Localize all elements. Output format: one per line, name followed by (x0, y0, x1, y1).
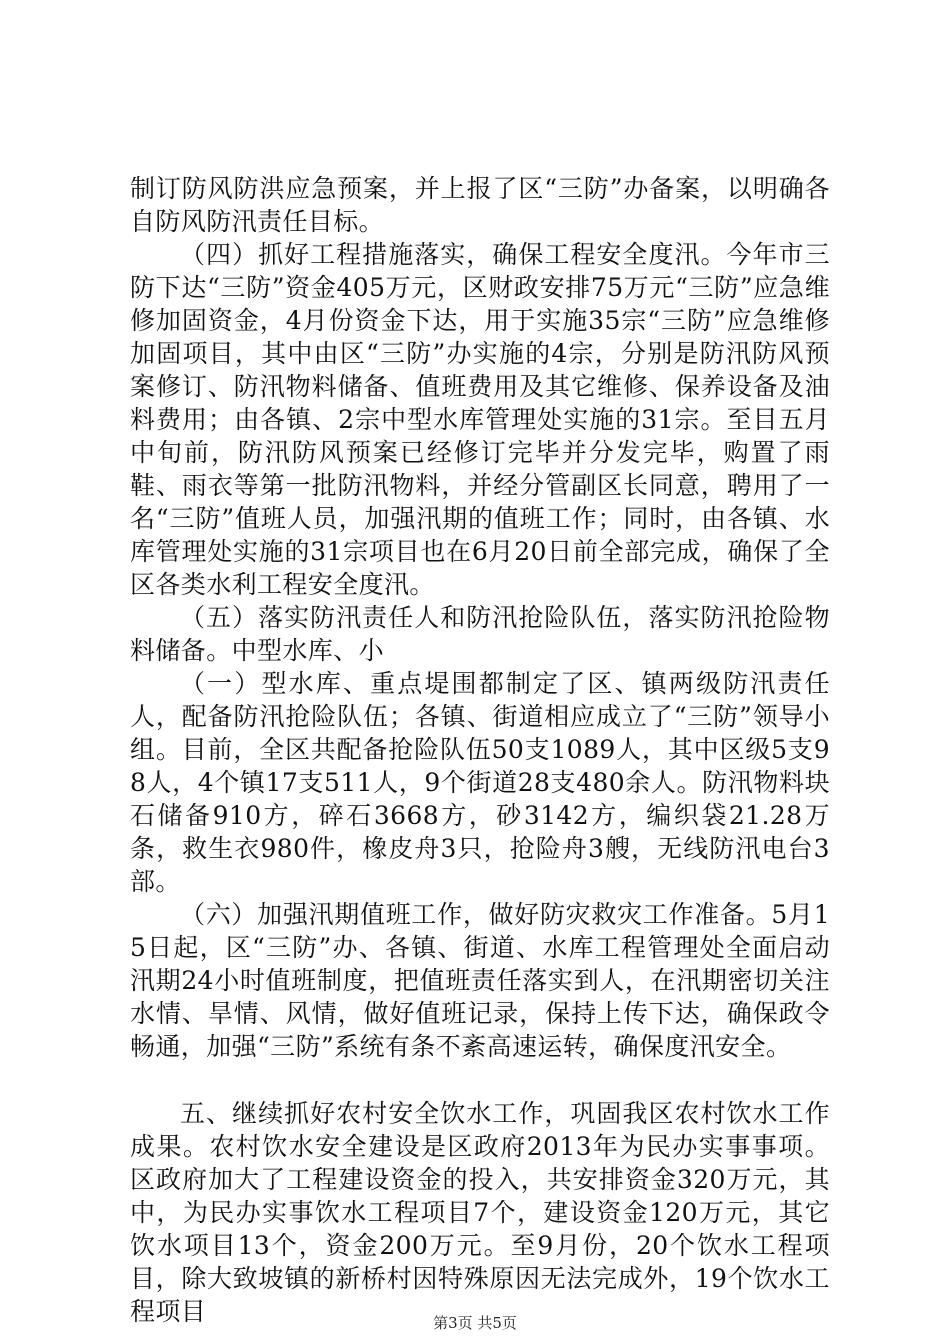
paragraph-gap (130, 1063, 830, 1097)
paragraph-section-five: （五）落实防汛责任人和防汛抢险队伍，落实防汛抢险物料储备。中型水库、小 (130, 603, 830, 665)
page-footer: 第3页 共5页 (433, 1314, 517, 1332)
document-body (130, 172, 830, 1328)
paragraph-item-five: 五、继续抓好农村安全饮水工作，巩固我区农村饮水工作成果。农村饮水安全建设是区政府2013年为民办实事事项。区政府加大了工程建设资金的投入，共安排资金320万元，其中，为民办实事饮水工程项目7个，建设资金120万元，其它饮水项目13个，资金200万元。至9月份，20个饮水工程项目，除大致坡镇的新桥村因特殊原因无法完成外，19个饮水工程项目 (130, 1099, 830, 1326)
paragraph-section-six: （六）加强汛期值班工作，做好防灾救灾工作准备。5月15日起，区“三防”办、各镇、街道、水库工程管理处全面启动汛期24小时值班制度，把值班责任落实到人，在汛期密切关注水情、旱情、风情，做好值班记录，保持上传下达，确保政令畅通，加强“三防”系统有条不紊高速运转，确保度汛安全。 (130, 900, 830, 1061)
paragraph-continuation: 制订防风防洪应急预案，并上报了区“三防”办备案，以明确各自防风防汛责任目标。 (130, 174, 830, 236)
paragraph-section-one: （一）型水库、重点堤围都制定了区、镇两级防汛责任人，配备防汛抢险队伍；各镇、街道相应成立了“三防”领导小组。目前，全区共配备抢险队伍50支1089人，其中区级5支98人，4个镇17支511人，9个街道28支480余人。防汛物料块石储备910方，碎石3668方，砂3142方，编织袋21.28万条，救生衣980件，橡皮舟3只，抢险舟3艘，无线防汛电台3部。 (130, 669, 830, 896)
paragraph-section-four: （四）抓好工程措施落实，确保工程安全度汛。今年市三防下达“三防”资金405万元，区财政安排75万元“三防”应急维修加固资金，4月份资金下达，用于实施35宗“三防”应急维修加固项目，其中由区“三防”办实施的4宗，分别是防汛防风预案修订、防汛物料储备、值班费用及其它维修、保养设备及油料费用；由各镇、2宗中型水库管理处实施的31宗。至目五月中旬前，防汛防风预案已经修订完毕并分发完毕，购置了雨鞋、雨衣等第一批防汛物料，并经分管副区长同意，聘用了一名“三防”值班人员，加强汛期的值班工作；同时，由各镇、水库管理处实施的31宗项目也在6月20日前全部完成，确保了全区各类水利工程安全度汛。 (130, 240, 830, 599)
